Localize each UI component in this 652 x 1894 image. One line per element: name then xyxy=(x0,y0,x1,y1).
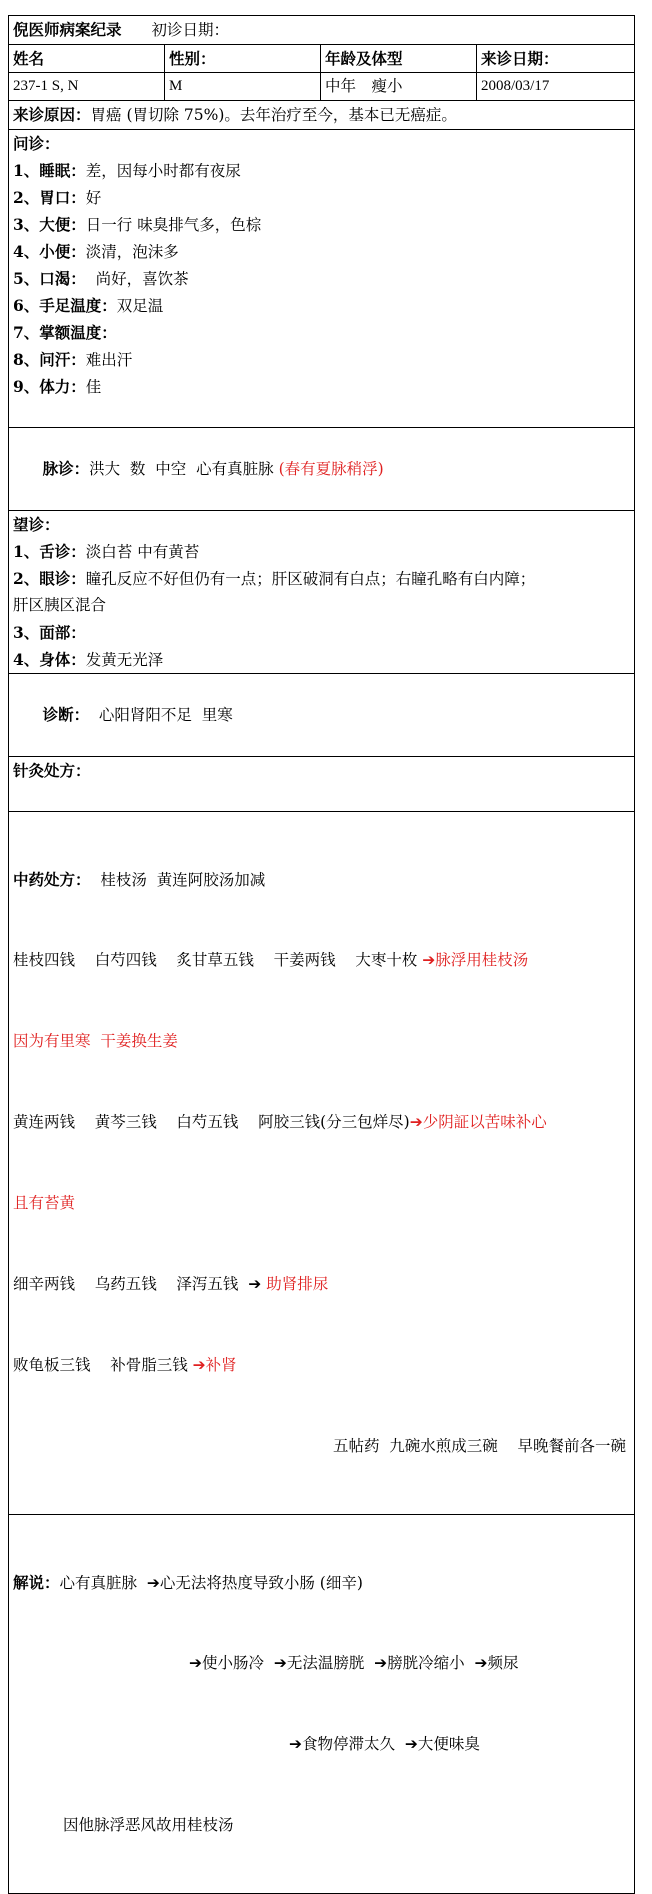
info-value-row xyxy=(9,73,635,101)
eye-line-cont: 肝区胰区混合 xyxy=(13,596,107,614)
pulse-row xyxy=(9,428,635,511)
body-label: 4、身体： xyxy=(13,650,86,669)
herbal-line-text: 败龟板三钱 补骨脂三钱 xyxy=(13,1356,193,1374)
herbal-line-note: ➔少阴証以苦味补心 xyxy=(409,1113,547,1131)
herbal-line-text: 桂枝四钱 白芍四钱 炙甘草五钱 干姜两钱 大枣十枚 xyxy=(13,951,423,969)
herbal-line xyxy=(13,947,630,974)
title-row xyxy=(9,16,635,45)
inquiry-item-text: 日一行 味臭排气多，色棕 xyxy=(85,216,262,234)
age-build-value: 中年 瘦小 xyxy=(321,73,477,101)
inquiry-item xyxy=(13,265,630,292)
inquiry-item xyxy=(13,157,630,184)
inquiry-item-text: 难出汗 xyxy=(85,351,133,369)
reason-row xyxy=(9,101,635,130)
case-record-table xyxy=(8,15,635,1894)
observation-label: 望诊： xyxy=(13,515,60,534)
herbal-line-note: ➔补肾 xyxy=(192,1356,237,1374)
gender-value: M xyxy=(165,73,321,101)
explanation-section xyxy=(9,1515,635,1894)
herbal-line-text: 细辛两钱 乌药五钱 泽泻五钱 ➔ xyxy=(13,1275,267,1293)
explanation-line: 因他脉浮恶风故用桂枝汤 xyxy=(63,1816,234,1834)
inquiry-label: 问诊： xyxy=(13,134,60,153)
tongue-line xyxy=(13,538,630,565)
record-title: 倪医师病案纪录 xyxy=(13,20,122,39)
eye-label: 2、眼诊： xyxy=(13,569,86,588)
pulse-note: (春有夏脉稍浮) xyxy=(278,460,384,478)
herbal-formula: 桂枝汤 黄连阿胶汤加减 xyxy=(90,871,266,889)
inquiry-item-label: 9、体力： xyxy=(13,377,86,396)
diagnosis-label: 诊断： xyxy=(42,705,90,724)
face-label: 3、面部： xyxy=(13,623,86,642)
inquiry-item xyxy=(13,319,630,346)
face-line xyxy=(13,619,630,646)
pulse-label: 脉诊： xyxy=(42,459,90,478)
name-value: 237-1 S, N xyxy=(9,73,165,101)
inquiry-item-text: 淡清，泡沫多 xyxy=(85,243,179,261)
first-visit-label: 初诊日期： xyxy=(151,21,230,39)
inquiry-item-text: 差，因每小时都有夜尿 xyxy=(85,162,241,180)
herbal-line-cont: 因为有里寒 干姜换生姜 xyxy=(13,1032,178,1050)
inquiry-item-label: 5、口渴： xyxy=(13,269,86,288)
diagnosis-text: 心阳肾阳不足 里寒 xyxy=(89,706,233,724)
herbal-dosage: 五帖药 九碗水煎成三碗 早晚餐前各一碗 xyxy=(332,1437,627,1455)
explanation-line xyxy=(13,1569,630,1596)
herbal-line xyxy=(13,1352,630,1379)
herbal-line-text: 黄连两钱 黄芩三钱 白芍五钱 阿胶三钱(分三包烊尽) xyxy=(13,1113,410,1131)
explanation-text: 心有真脏脉 ➔心无法将热度导致小肠 (细辛) xyxy=(59,1574,363,1592)
reason-text: 胃癌 (胃切除 75%)。去年治疗至今，基本已无癌症。 xyxy=(90,106,457,124)
inquiry-section xyxy=(9,130,635,428)
herbal-line xyxy=(13,1109,630,1136)
age-build-label: 年龄及体型 xyxy=(321,45,477,73)
info-label-row xyxy=(9,45,635,73)
eye-text: 瞳孔反应不好但仍有一点；肝区破洞有白点；右瞳孔略有白内障； xyxy=(85,570,536,588)
body-text: 发黄无光泽 xyxy=(85,651,164,669)
observation-section xyxy=(9,511,635,674)
visit-date-value: 2008/03/17 xyxy=(477,73,635,101)
tongue-text: 淡白苔 中有黄苔 xyxy=(85,543,200,561)
visit-date-label: 来诊日期： xyxy=(477,45,635,73)
herbal-line-note: 助肾排尿 xyxy=(266,1275,329,1293)
acupuncture-label: 针灸处方： xyxy=(13,761,91,780)
inquiry-item xyxy=(13,346,630,373)
herbal-line-note: ➔脉浮用桂枝汤 xyxy=(422,951,529,969)
explanation-line: ➔使小肠冷 ➔无法温膀胱 ➔膀胱冷缩小 ➔频尿 xyxy=(189,1654,519,1672)
inquiry-item xyxy=(13,373,630,400)
body-line xyxy=(13,646,630,673)
inquiry-item-label: 4、小便： xyxy=(13,242,86,261)
diagnosis-row xyxy=(9,674,635,757)
inquiry-item-label: 2、胃口： xyxy=(13,188,86,207)
inquiry-item xyxy=(13,211,630,238)
gender-label: 性别： xyxy=(165,45,321,73)
pulse-text: 洪大 数 中空 心有真脏脉 xyxy=(89,460,279,478)
inquiry-item-label: 3、大便： xyxy=(13,215,86,234)
inquiry-item-text: 双足温 xyxy=(116,297,164,315)
inquiry-item xyxy=(13,292,630,319)
herbal-header xyxy=(13,866,630,893)
reason-label: 来诊原因： xyxy=(13,105,91,124)
tongue-label: 1、舌诊： xyxy=(13,542,86,561)
inquiry-item-label: 7、掌额温度： xyxy=(13,323,117,342)
name-label: 姓名 xyxy=(9,45,165,73)
herbal-label: 中药处方： xyxy=(13,870,91,889)
inquiry-item-label: 6、手足温度： xyxy=(13,296,117,315)
inquiry-item-text: 好 xyxy=(85,189,102,207)
herbal-line-cont: 且有苔黄 xyxy=(13,1194,76,1212)
explanation-label: 解说： xyxy=(13,1573,60,1592)
inquiry-item xyxy=(13,238,630,265)
inquiry-item-label: 8、问汗： xyxy=(13,350,86,369)
inquiry-item-text: 尚好，喜饮茶 xyxy=(85,270,189,288)
inquiry-item xyxy=(13,184,630,211)
herbal-line xyxy=(13,1271,630,1298)
case-record-sheet xyxy=(8,15,634,1894)
herbal-section xyxy=(9,812,635,1515)
inquiry-item-text: 佳 xyxy=(85,378,102,396)
eye-line xyxy=(13,565,630,592)
inquiry-item-label: 1、睡眠： xyxy=(13,161,86,180)
explanation-line: ➔食物停滞太久 ➔大便味臭 xyxy=(289,1735,480,1753)
acupuncture-section xyxy=(9,757,635,812)
